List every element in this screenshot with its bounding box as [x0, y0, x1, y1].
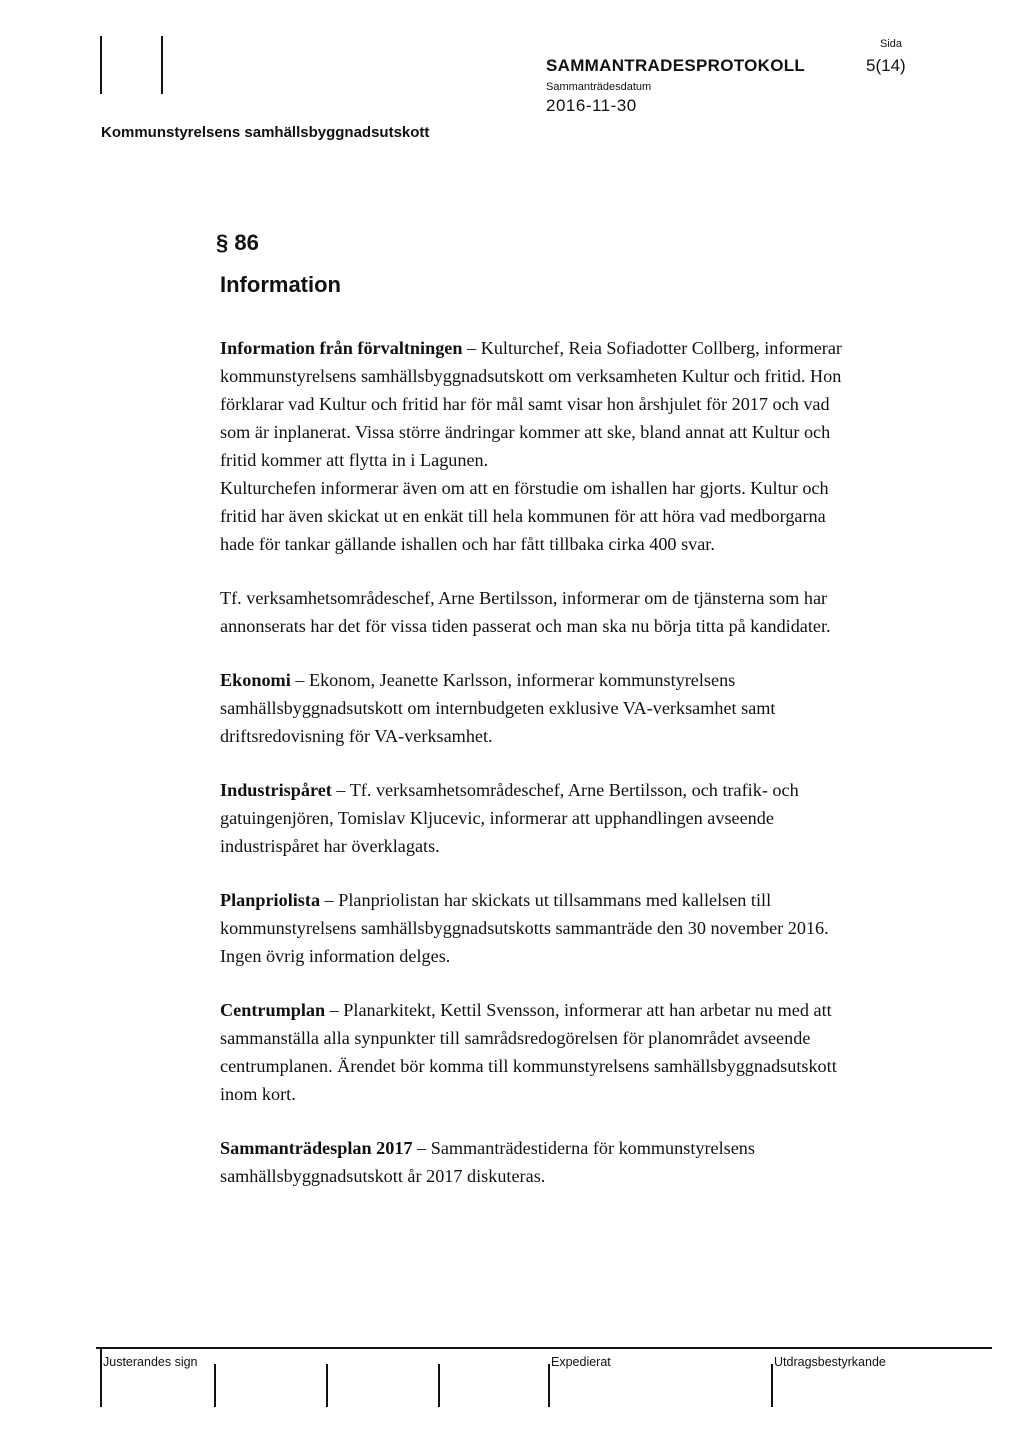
paragraph-tjanster [220, 584, 860, 640]
paragraph-text: – Kulturchef, Reia Sofiadotter Collberg, informerar kommunstyrelsens samhällsbyggnadsutskott om verksamheten Kultur och fritid. Hon förklarar vad Kultur och fritid har för mål samt visar hon årshjulet för 2017 och vad som är inplanerat. Vissa större ändringar kommer att ske, bland annat att Kultur och fritid kommer att flytta in i Lagunen. [220, 338, 842, 470]
paragraph-text: Tf. verksamhetsområdeschef, Arne Bertilsson, informerar om de tjänsterna som har annonserats har det för vissa tiden passerat och man ska nu börja titta på kandidater. [220, 588, 831, 636]
paragraph-text: – Ekonom, Jeanette Karlsson, informerar kommunstyrelsens samhällsbyggnadsutskott om internbudgeten exklusive VA-verksamhet samt driftsredovisning för VA-verksamhet. [220, 670, 776, 746]
paragraph-text: – Planarkitekt, Kettil Svensson, informerar att han arbetar nu med att sammanställa alla synpunkter till samrådsredogörelsen för planområdet avseende centrumplanen. Ärendet bör komma till kommunstyrelsens samhällsbyggnadsutskott inom kort. [220, 1000, 837, 1104]
paragraph-text: Kulturchefen informerar även om att en förstudie om ishallen har gjorts. Kultur och fritid har även skickat ut en enkät till hela kommunen för att höra vad medborgarna hade för tankar gällande ishallen och har fått tillbaka cirka 400 svar. [220, 478, 829, 554]
protocol-title: SAMMANTRADESPROTOKOLL [546, 56, 806, 75]
page-label: Sida [880, 38, 903, 50]
section-heading: Information [220, 272, 341, 297]
paragraph-lead: Centrumplan [220, 1000, 326, 1020]
signature-box-divider [326, 1364, 328, 1407]
footer-justerandes-sign: Justerandes sign [103, 1355, 198, 1369]
paragraph-lead: Information från förvaltningen [220, 338, 463, 358]
signature-box-divider [771, 1364, 773, 1407]
paragraph-industrisparet [220, 776, 860, 860]
paragraph-forvaltning [220, 334, 860, 474]
paragraph-ishallen [220, 474, 860, 558]
minutes-body [220, 334, 860, 1216]
footer-utdragsbestyrkande: Utdragsbestyrkande [774, 1355, 886, 1369]
paragraph-ekonomi [220, 666, 860, 750]
signature-box-divider [548, 1364, 550, 1407]
paragraph-text: – Tf. verksamhetsområdeschef, Arne Bertilsson, och trafik- och gatuingenjören, Tomislav Kljucevic, informerar att upphandlingen avseende industrispåret har överklagats. [220, 780, 799, 856]
paragraph-text: – Sammanträdestiderna för kommunstyrelsens samhällsbyggnadsutskott år 2017 diskuteras. [220, 1138, 755, 1186]
paragraph-lead: Industrispåret [220, 780, 332, 800]
signature-box-divider [214, 1364, 216, 1407]
paragraph-centrumplan [220, 996, 860, 1108]
footer-rule [96, 1347, 992, 1349]
meeting-date: 2016-11-30 [546, 96, 637, 115]
paragraph-text: – Planpriolistan har skickats ut tillsammans med kallelsen till kommunstyrelsens samhällsbyggnadsutskotts sammanträde den 30 november 2016. Ingen övrig information delges. [220, 890, 829, 966]
meeting-date-label: Sammanträdesdatum [546, 81, 652, 93]
paragraph-lead: Ekonomi [220, 670, 291, 690]
signature-box-divider [100, 1349, 102, 1407]
header-mark-right [161, 36, 163, 94]
paragraph-lead: Sammanträdesplan 2017 [220, 1138, 413, 1158]
paragraph-planpriolista [220, 886, 860, 970]
paragraph-lead: Planpriolista [220, 890, 321, 910]
signature-box-divider [438, 1364, 440, 1407]
section-number: § 86 [216, 230, 259, 255]
header-mark-left [100, 36, 102, 94]
organization-name: Kommunstyrelsens samhällsbyggnadsutskott [101, 124, 430, 141]
paragraph-sammantradesplan [220, 1134, 860, 1190]
footer-expedierat: Expedierat [551, 1355, 611, 1369]
page-number: 5(14) [866, 56, 906, 75]
